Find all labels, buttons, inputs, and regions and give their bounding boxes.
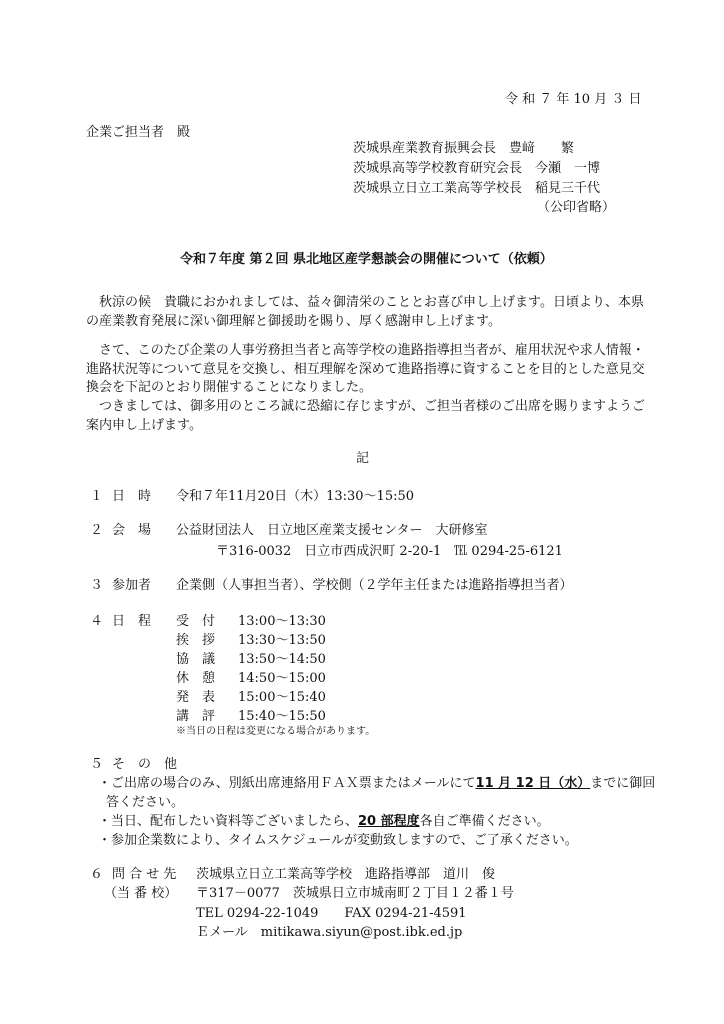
schedule-note: ※当日の日程は変更になる場合があります。 (176, 726, 376, 737)
other-bullet-1 (98, 775, 655, 792)
section-6-sublabel: （当 番 校） (104, 886, 178, 901)
document-date: 令 和 ７ 年 10 月 ３ 日 (505, 92, 642, 107)
schedule-item: 休 憩 (176, 671, 216, 686)
section-2-address: 〒316-0032 日立市西成沢町 2-20-1 ℡ 0294-25-6121 (216, 544, 563, 559)
deadline-date: 11 月 12 日（水） (475, 776, 591, 791)
section-1-number: １ (90, 489, 104, 504)
contact-address: 〒317－0077 茨城県日立市城南町２丁目１２番１号 (196, 886, 514, 901)
recipient: 企業ご担当者 殿 (86, 125, 191, 140)
body-paragraph-1: 秋涼の候 貴職におかれましては、益々御清栄のこととお喜び申し上げます。日頃より、本県の産業教育発展に深い御理解と御援助を賜り、厚く感謝申し上げます。 (86, 295, 644, 329)
other-bullet-2 (98, 813, 550, 830)
section-6-label: 問 合 せ 先 (112, 867, 177, 882)
section-4-number: ４ (90, 614, 104, 629)
schedule-item: 協 議 (176, 652, 216, 667)
section-1-label: 日 時 (112, 489, 152, 504)
copy-count: 20 部程度 (358, 814, 420, 829)
section-3-label: 参加者 (112, 578, 152, 593)
schedule-item: 挨 拶 (176, 633, 216, 648)
section-5-number: ５ (90, 757, 104, 772)
section-2-value: 公益財団法人 日立地区産業支援センター 大研修室 (176, 523, 488, 538)
section-5-label: そ の 他 (112, 757, 178, 772)
schedule-time: 14:50～15:00 (238, 671, 326, 686)
schedule-item: 受 付 (176, 614, 216, 629)
schedule-time: 15:40～15:50 (238, 709, 326, 724)
other-bullet-2-text: ・当日、配布したい資料等ございましたら、 (98, 814, 359, 829)
seal-note: （公印省略） (537, 200, 616, 215)
section-4-label: 日 程 (112, 614, 152, 629)
document-title: 令和７年度 第２回 県北地区産学懇談会の開催について（依頼） (180, 252, 553, 267)
schedule-item: 講 評 (176, 709, 216, 724)
sender-1: 茨城県産業教育振興会長 豊﨑 繁 (353, 141, 575, 156)
other-bullet-1-text: ・ご出席の場合のみ、別紙出席連絡用ＦＡＸ票またはメールにて (98, 776, 476, 791)
body-paragraph-3: つきましては、御多用のところ誠に恐縮に存じますが、ご担当者様のご出席を賜りますようご案内申し上げます。 (86, 399, 646, 433)
section-2-number: ２ (90, 523, 104, 538)
sender-3: 茨城県立日立工業高等学校長 稲見三千代 (353, 181, 601, 196)
other-bullet-1-continuation: 答ください。 (106, 795, 185, 810)
schedule-time: 13:30～13:50 (238, 633, 326, 648)
section-3-value: 企業側（人事担当者）、学校側（２学年主任または進路指導担当者） (176, 578, 573, 593)
other-bullet-2-end: 各自ご準備ください。 (419, 814, 550, 829)
contact-email[interactable]: Ｅメール mitikawa.siyun@post.ibk.ed.jp (196, 925, 463, 940)
other-bullet-1-end: までに御回 (590, 776, 656, 791)
section-2-label: 会 場 (112, 523, 152, 538)
ki-heading: 記 (356, 451, 370, 466)
schedule-time: 13:50～14:50 (238, 652, 326, 667)
section-6-number: ６ (90, 867, 104, 882)
contact-phone-fax: TEL 0294-22-1049 FAX 0294-21-4591 (196, 906, 467, 921)
schedule-item: 発 表 (176, 690, 216, 705)
contact-school: 茨城県立日立工業高等学校 進路指導部 道川 俊 (196, 867, 496, 882)
section-3-number: ３ (90, 578, 104, 593)
schedule-time: 13:00～13:30 (238, 614, 326, 629)
section-1-value: 令和７年11月20日（木）13:30～15:50 (176, 489, 415, 504)
other-bullet-3: ・参加企業数により、タイムスケジュールが変動致しますので、ご了承ください。 (98, 833, 578, 848)
body-paragraph-2: さて、このたび企業の人事労務担当者と高等学校の進路指導担当者が、雇用状況や求人情報・進路状況等について意見を交換し、相互理解を深めて進路指導に資することを目的とした意見交換会を下記のとおり開催することになりました。 (86, 343, 645, 395)
sender-2: 茨城県高等学校教育研究会長 今瀬 一博 (353, 161, 601, 176)
schedule-time: 15:00～15:40 (238, 690, 326, 705)
